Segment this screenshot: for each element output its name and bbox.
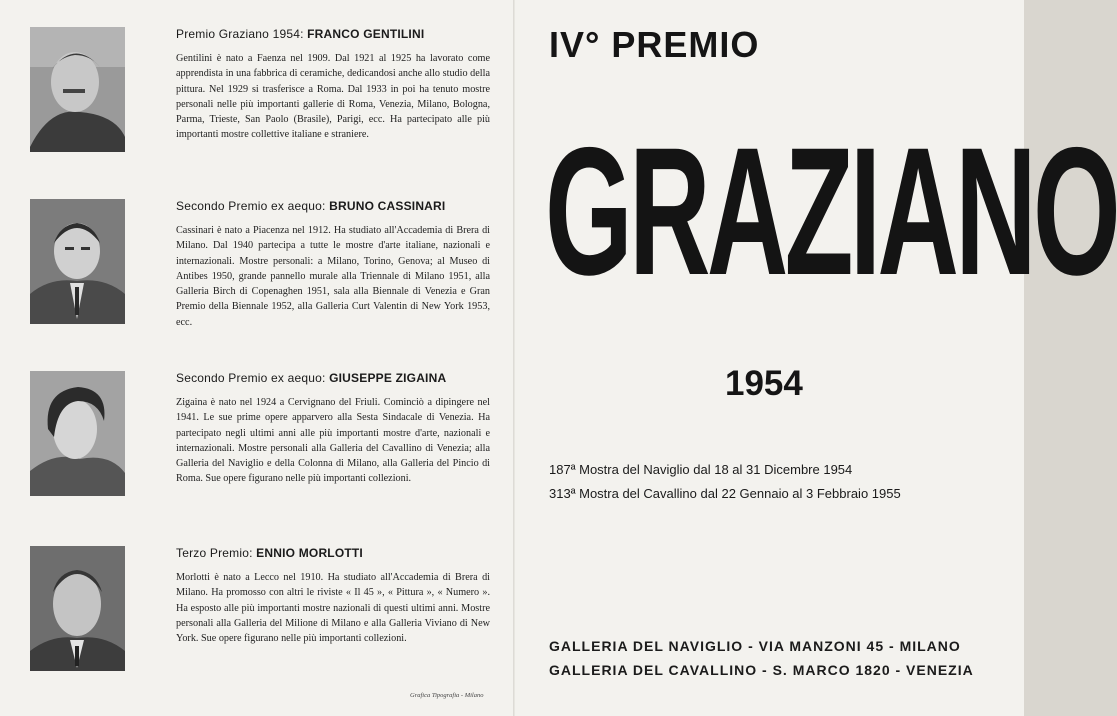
gallery-line: GALLERIA DEL CAVALLINO - S. MARCO 1820 - VENEZIA — [549, 662, 974, 678]
prize-label: Secondo Premio ex aequo: — [176, 371, 326, 385]
winner-heading — [176, 546, 506, 560]
winner-heading — [176, 199, 506, 213]
artist-name: BRUNO CASSINARI — [329, 199, 446, 213]
artist-bio: Zigaina è nato nel 1924 a Cervignano del Friuli. Cominciò a dipingere nel 1941. Le sue prime opere apparvero alla Sesta Sindacale di Venezia. Ha partecipato negli ultimi anni alle più importanti mostre d'arte, nazionali e internazionali. Mostre personali alla Galleria del Cavallino di Venezia; alla Galleria del Naviglio e della Colonna di Milano, alla Galleria del Pincio di Roma. Sue opere figurano nelle più importanti collezioni. — [176, 397, 490, 485]
exhibition-dates — [549, 458, 901, 506]
prize-label: Terzo Premio: — [176, 546, 253, 560]
artist-name: ENNIO MORLOTTI — [256, 546, 363, 560]
gallery-line: GALLERIA DEL NAVIGLIO - VIA MANZONI 45 - MILANO — [549, 638, 961, 654]
left-page — [0, 0, 513, 716]
artist-name: GIUSEPPE ZIGAINA — [329, 371, 447, 385]
prize-year: 1954 — [725, 364, 803, 403]
exhibition-line: 313ª Mostra del Cavallino dal 22 Gennaio al 3 Febbraio 1955 — [549, 486, 901, 501]
gallery-addresses — [549, 634, 974, 682]
artist-name: FRANCO GENTILINI — [307, 27, 425, 41]
printer-colophon: Grafica Tipografia - Milano — [410, 692, 484, 699]
artist-bio: Morlotti è nato a Lecco nel 1910. Ha studiato all'Accademia di Brera di Milano. Ha promosso con altri le riviste « Il 45 », « Pittura », « Numero ». Ha esposto alle più importanti mostre nazionali di questi ultimi anni. Mostre personali alla Galleria del Milione di Milano e alla Galleria Viviano di New York. Sue opere figurano nelle più importanti collezioni. — [176, 572, 490, 645]
right-page — [515, 0, 1117, 716]
prize-title: GRAZIANO — [545, 109, 1117, 313]
prize-label: Secondo Premio ex aequo: — [176, 199, 326, 213]
portrait-cassinari-photo — [30, 199, 125, 324]
portrait-gentilini-photo — [30, 27, 125, 152]
portrait-morlotti-photo — [30, 546, 125, 671]
portrait-zigaina-photo — [30, 371, 125, 496]
edition-heading: IV° PREMIO — [549, 24, 760, 65]
artist-bio: Cassinari è nato a Piacenza nel 1912. Ha studiato all'Accademia di Brera di Milano. Dal 1940 partecipa a tutte le mostre d'arte italiane, nazionali e internazionali. Mostre personali: a Milano, Torino, Genova; al Museo di Antibes 1950, grande pannello murale alla Triennale di Milano 1951, alla Galleria Birch di Copenaghen 1951, sala alla Biennale di Venezia e Gran Premio della Biennale 1952, alla Galleria Curt Valentin di New York 1953, ecc. — [176, 225, 490, 328]
prize-label: Premio Graziano 1954: — [176, 27, 304, 41]
winner-heading — [176, 371, 506, 385]
winner-heading — [176, 27, 506, 41]
exhibition-line: 187ª Mostra del Naviglio dal 18 al 31 Dicembre 1954 — [549, 462, 853, 477]
artist-bio: Gentilini è nato a Faenza nel 1909. Dal 1921 al 1925 ha lavorato come apprendista in una fabbrica di ceramiche, dedicandosi anche allo studio della pittura. Nel 1929 si trasferisce a Roma. Dal 1933 in poi ha tenuto mostre personali nelle più importanti gallerie di Roma, Venezia, Milano, Bologna, Parma, Trieste, San Paolo (Brasile), Parigi, ecc. Ha partecipato alle più importanti mostre collettive italiane e straniere. — [176, 53, 490, 141]
